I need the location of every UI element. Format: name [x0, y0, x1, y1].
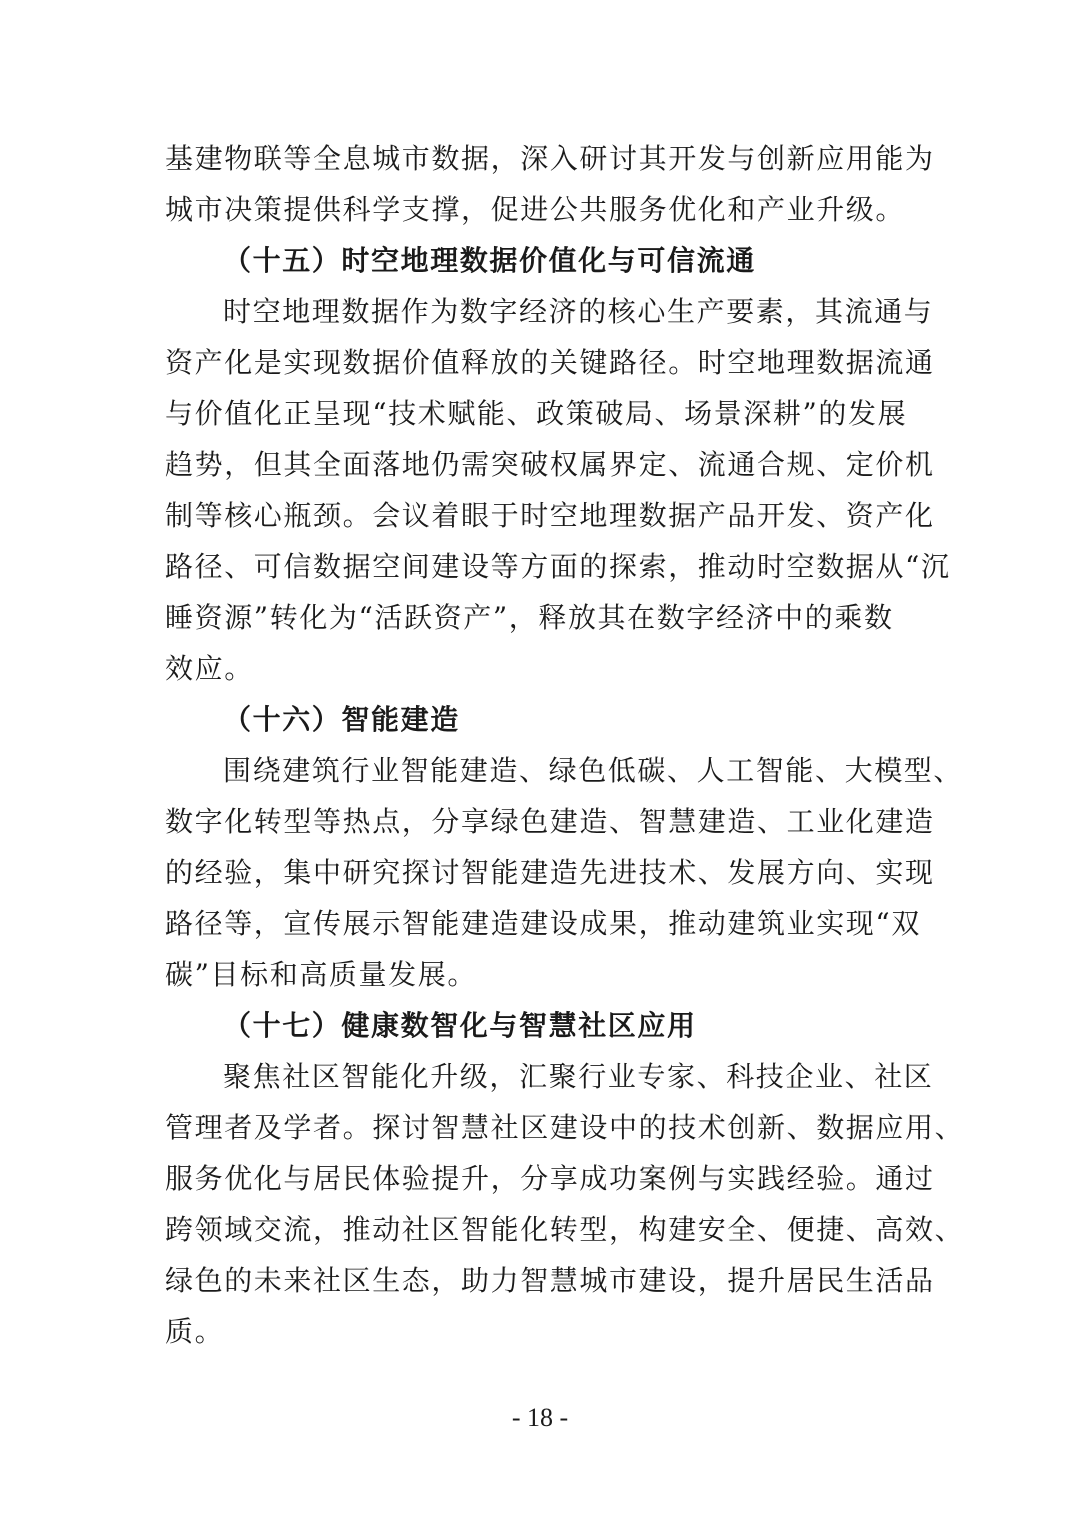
text-line: 跨领域交流，推动社区智能化转型，构建安全、便捷、高效、	[165, 1213, 965, 1246]
text-line: 路径、可信数据空间建设等方面的探索，推动时空数据从“沉	[165, 550, 951, 583]
document-body	[165, 133, 965, 1357]
section-heading-17: （十七）健康数智化与智慧社区应用	[223, 1009, 697, 1042]
paragraph-section-15	[165, 286, 951, 694]
text-line: 时空地理数据作为数字经济的核心生产要素，其流通与	[223, 295, 934, 328]
text-line: 聚焦社区智能化升级，汇聚行业专家、科技企业、社区	[223, 1060, 934, 1093]
text-line: 碳”目标和高质量发展。	[165, 958, 477, 991]
text-line: 服务优化与居民体验提升，分享成功案例与实践经验。通过	[165, 1162, 935, 1195]
section-heading-16: （十六）智能建造	[223, 703, 460, 736]
text-line: 绿色的未来社区生态，助力智慧城市建设，提升居民生活品	[165, 1264, 935, 1297]
section-heading-15: （十五）时空地理数据价值化与可信流通	[223, 244, 756, 277]
text-line: 基建物联等全息城市数据，深入研讨其开发与创新应用能为	[165, 142, 935, 175]
page-number: - 18 -	[511, 1403, 569, 1432]
paragraph-section-16	[165, 745, 964, 1000]
text-line: 睡资源”转化为“活跃资产”，释放其在数字经济中的乘数	[165, 601, 894, 634]
text-line: 城市决策提供科学支撑，促进公共服务优化和产业升级。	[165, 193, 906, 226]
text-line: 资产化是实现数据价值释放的关键路径。时空地理数据流通	[165, 346, 935, 379]
text-line: 的经验，集中研究探讨智能建造先进技术、发展方向、实现	[165, 856, 935, 889]
text-line: 趋势，但其全面落地仍需突破权属界定、流通合规、定价机	[165, 448, 935, 481]
paragraph-continuation	[165, 133, 935, 235]
text-line: 管理者及学者。探讨智慧社区建设中的技术创新、数据应用、	[165, 1111, 965, 1144]
text-line: 质。	[165, 1315, 225, 1348]
paragraph-section-17	[165, 1051, 965, 1357]
text-line: 数字化转型等热点，分享绿色建造、智慧建造、工业化建造	[165, 805, 935, 838]
text-line: 路径等，宣传展示智能建造建设成果，推动建筑业实现“双	[165, 907, 921, 940]
text-line: 制等核心瓶颈。会议着眼于时空地理数据产品开发、资产化	[165, 499, 935, 532]
text-line: 效应。	[165, 652, 254, 685]
text-line: 与价值化正呈现“技术赋能、政策破局、场景深耕”的发展	[165, 397, 908, 430]
text-line: 围绕建筑行业智能建造、绿色低碳、人工智能、大模型、	[223, 754, 964, 787]
